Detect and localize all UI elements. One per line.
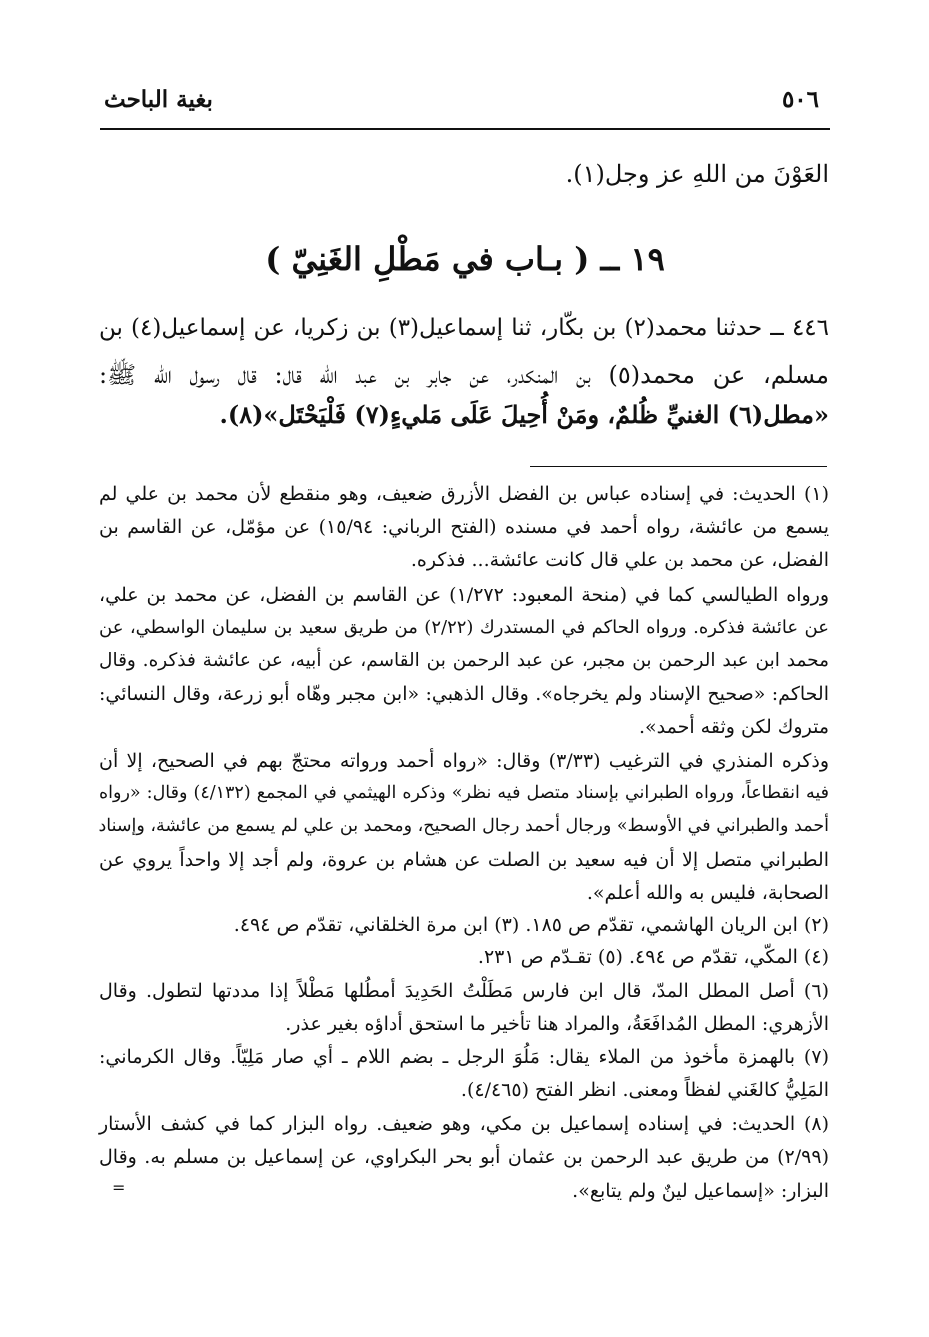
chapter-heading: ١٩ ــ ( بـاب في مَطْلِ الغَنِيّ ) xyxy=(265,240,665,278)
footnote-line: وذكره المنذري في الترغيب (٣/٣٣) وقال: «رواه أحمد ورواته محتجّ بهم في الصحيح، إلا أن xyxy=(99,750,829,772)
hadith-line: مسلم، عن محمد(٥) بن المنكدر، عن جابر بن عبد الله قال: قال رسول الله ﷺ: xyxy=(99,361,829,389)
opening-line: العَوْنَ من اللهِ عز وجل(١). xyxy=(565,160,829,188)
hadith-line: ٤٤٦ ــ حدثنا محمد(٢) بن بكّار، ثنا إسماعيل(٣) بن زكريا، عن إسماعيل(٤) بن xyxy=(99,315,829,341)
footnote-line: يسمع من عائشة، رواه أحمد في مسنده (الفتح الرباني: ١٥/٩٤) عن مؤمّل، عن القاسم بن xyxy=(99,516,830,538)
header-rule xyxy=(100,128,830,130)
footnote-line: عن عائشة فذكره. ورواه الحاكم في المستدرك (٢/٢٢) من طريق سعيد بن سليمان الواسطي، عن xyxy=(99,617,830,638)
footnote-line: الفضل، عن محمد بن علي قال كانت عائشة... فذكره. xyxy=(410,549,829,571)
hadith-line: «مطل(٦) الغنيِّ ظُلمٌ، ومَنْ أُحِيلَ عَلَى مَليءٍ(٧) فَلْيَحْتَل»(٨). xyxy=(219,400,829,429)
footnote-line: (٧) بالهمزة مأخوذ من الملاء يقال: مَلُوَ الرجل ـ بضم اللام ـ أي صار مَلِيّاً. وقال الكرماني: xyxy=(99,1046,829,1068)
footnote-line: (٢) ابن الريان الهاشمي، تقدّم ص ١٨٥. (٣) ابن مرة الخلقاني، تقدّم ص ٤٩٤. xyxy=(233,914,829,936)
continuation-mark: = xyxy=(112,1178,126,1197)
footnote-line: فيه انقطاعاً، ورواه الطبراني بإسناد متصل فيه نظر» وذكره الهيثمي في المجمع (٤/١٣٢) وقال: «رواه xyxy=(99,783,829,803)
footnote-line: المَلِيُّ كالغَني لفظاً ومعنى. انظر الفتح (٤/٤٦٥). xyxy=(460,1079,829,1101)
footnote-line: الطبراني متصل إلا أن فيه سعيد بن الصلت عن هشام بن عروة، ولم أجد إلا واحداً يروي عن xyxy=(99,849,829,871)
footnote-line: الحاكم: «صحيح الإسناد ولم يخرجاه». وقال الذهبي: «ابن مجبر وهّاه أبو زرعة، وقال النسائي: xyxy=(99,683,829,705)
footnote-line: (٤) المكّي، تقدّم ص ٤٩٤. (٥) تقـدّم ص ٢٣١. xyxy=(477,946,829,968)
page-number: ٥٠٦ xyxy=(781,86,819,113)
footnote-line: الأزهري: المطل المُدافَعَةُ، والمراد هنا تأخير ما استحق أداؤه بغير عذر. xyxy=(285,1013,829,1035)
footnote-line: متروك لكن وثقه أحمد». xyxy=(639,716,829,738)
book-title: بغية الباحث xyxy=(104,86,213,113)
footnote-line: محمد ابن عبد الرحمن بن مجبر، عن عبد الرحمن بن القاسم، عن أبيه، عن عائشة فذكره. وقال xyxy=(99,650,829,671)
footnote-line: (١) الحديث: في إسناده عباس بن الفضل الأزرق ضعيف، وهو منقطع لأن محمد بن علي لم xyxy=(99,483,829,505)
footnote-line: ورواه الطيالسي كما في (منحة المعبود: ١/٢٧٢) عن القاسم بن الفضل، عن محمد بن علي، xyxy=(99,584,830,606)
footnote-line: الصحابة، فليس به والله أعلم». xyxy=(586,882,829,904)
footnote-line: البزار: «إسماعيل لينٌ ولم يتابع». xyxy=(572,1180,829,1202)
footnote-line: (٨) الحديث: في إسناده إسماعيل بن مكي، وهو ضعيف. رواه البزار كما في كشف الأستار xyxy=(99,1113,829,1135)
footnote-line: أحمد والطبراني في الأوسط» ورجال أحمد رجال الصحيح، ومحمد بن علي لم يسمع من عائشة، وإسناد xyxy=(98,816,829,836)
footnote-line: (٢/٩٩) من طريق عبد الرحمن بن عثمان أبو بحر البكراوي، عن إسماعيل بن مسلم به. وقال xyxy=(99,1146,829,1168)
footnote-rule xyxy=(530,466,827,467)
footnote-line: (٦) أصل المطل المدّ، قال ابن فارس مَطَلْتُ الحَدِيدَ أمطُلها مَطْلاً إذا مددتها لتطول. وقال xyxy=(99,980,829,1002)
